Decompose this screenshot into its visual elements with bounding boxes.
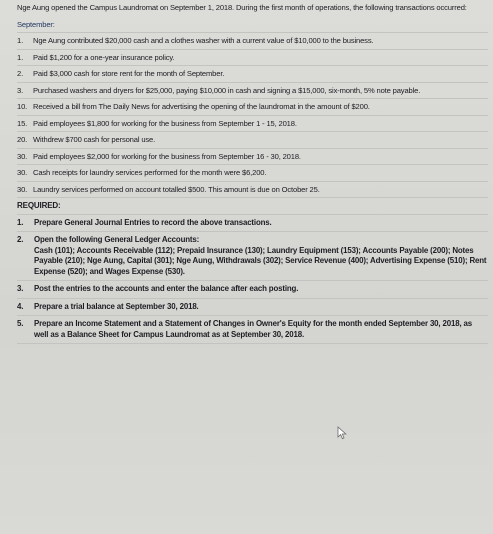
transaction-date: 30. <box>17 151 28 161</box>
transaction-text: Paid employees $1,800 for working for the business from September 1 - 15, 2018. <box>33 118 297 128</box>
transaction-text: Received a bill from The Daily News for advertising the opening of the laundromat in the amount of $200. <box>33 102 370 111</box>
transaction-date: 3. <box>17 85 24 95</box>
requirement-text: Prepare a trial balance at September 30, 2018. <box>34 301 199 311</box>
requirement-text: Prepare General Journal Entries to record the above transactions. <box>34 217 272 227</box>
divider <box>17 181 488 182</box>
divider <box>17 82 488 83</box>
divider <box>17 49 488 50</box>
divider <box>17 65 488 66</box>
transaction-item <box>17 86 488 96</box>
transaction-item <box>17 168 488 178</box>
transaction-date: 1. <box>17 52 24 62</box>
transaction-date: 20. <box>17 135 28 144</box>
transaction-item <box>17 36 488 46</box>
requirement-text: Prepare an Income Statement and a Statement of Changes in Owner's Equity for the month ended September 30, 2018, as well as a Balance Sheet for Campus Laundromat as at September 30, 2018. <box>34 319 473 339</box>
transaction-date: 15. <box>17 118 28 128</box>
intro-paragraph: Nge Aung opened the Campus Laundromat on September 1, 2018. During the first month of operations, the following transactions occurred: <box>17 3 467 12</box>
divider <box>17 98 488 99</box>
transaction-item <box>17 102 488 112</box>
requirement-text: Open the following General Ledger Accounts: Cash (101); Accounts Receivable (112); Prepaid Insurance (130); Laundry Equipment (153); Accounts Payable (200); Notes Payable (210); Nge Aung, Capital (301); Nge Aung, Withdrawals (302); Service Revenue (400); Advertising Expense (510); Rent Expense (520); and Wages Expense (530). <box>34 235 487 276</box>
mouse-pointer-icon <box>337 426 349 440</box>
requirement-number: 5. <box>17 319 24 328</box>
requirement-list <box>17 218 488 345</box>
requirement-item <box>17 302 488 313</box>
transaction-date: 30. <box>17 168 28 177</box>
divider <box>17 315 488 316</box>
transaction-date: 30. <box>17 184 28 194</box>
required-heading: REQUIRED: <box>17 201 61 210</box>
transaction-item <box>17 69 488 79</box>
transaction-date: 2. <box>17 69 24 78</box>
divider <box>17 148 488 149</box>
requirement-text: Post the entries to the accounts and enter the balance after each posting. <box>34 284 299 293</box>
divider <box>17 32 488 33</box>
divider <box>17 298 488 299</box>
transaction-list <box>17 36 488 198</box>
divider <box>17 131 488 132</box>
month-heading: September: <box>17 19 55 29</box>
divider <box>17 214 488 215</box>
divider <box>17 197 488 198</box>
divider <box>17 115 488 116</box>
transaction-date: 1. <box>17 36 24 45</box>
transaction-item <box>17 152 488 162</box>
requirement-item <box>17 284 488 295</box>
transaction-text: Paid $1,200 for a one-year insurance policy. <box>33 52 175 62</box>
requirement-item <box>17 235 488 277</box>
transaction-text: Laundry services performed on account totalled $500. This amount is due on October 25. <box>33 184 320 194</box>
transaction-text: Nge Aung contributed $20,000 cash and a clothes washer with a current value of $10,000 to the business. <box>33 36 374 45</box>
transaction-text: Paid employees $2,000 for working for the business from September 16 - 30, 2018. <box>33 151 301 161</box>
transaction-date: 10. <box>17 102 28 111</box>
requirement-item <box>17 319 488 340</box>
transaction-item <box>17 185 488 195</box>
divider <box>17 231 488 232</box>
transaction-item <box>17 119 488 129</box>
transaction-text: Paid $3,000 cash for store rent for the month of September. <box>33 69 225 78</box>
transaction-text: Purchased washers and dryers for $25,000, paying $10,000 in cash and signing a $15,000, six-month, 5% note payable. <box>33 85 421 95</box>
divider <box>17 164 488 165</box>
divider <box>17 343 488 344</box>
requirement-number: 3. <box>17 284 24 293</box>
requirement-number: 1. <box>17 217 24 227</box>
requirement-number: 4. <box>17 301 24 311</box>
transaction-text: Withdrew $700 cash for personal use. <box>33 135 156 144</box>
transaction-text: Cash receipts for laundry services performed for the month were $6,200. <box>33 168 267 177</box>
requirement-item <box>17 218 488 229</box>
transaction-item <box>17 53 488 63</box>
requirement-number: 2. <box>17 235 24 244</box>
divider <box>17 280 488 281</box>
transaction-item <box>17 135 488 145</box>
